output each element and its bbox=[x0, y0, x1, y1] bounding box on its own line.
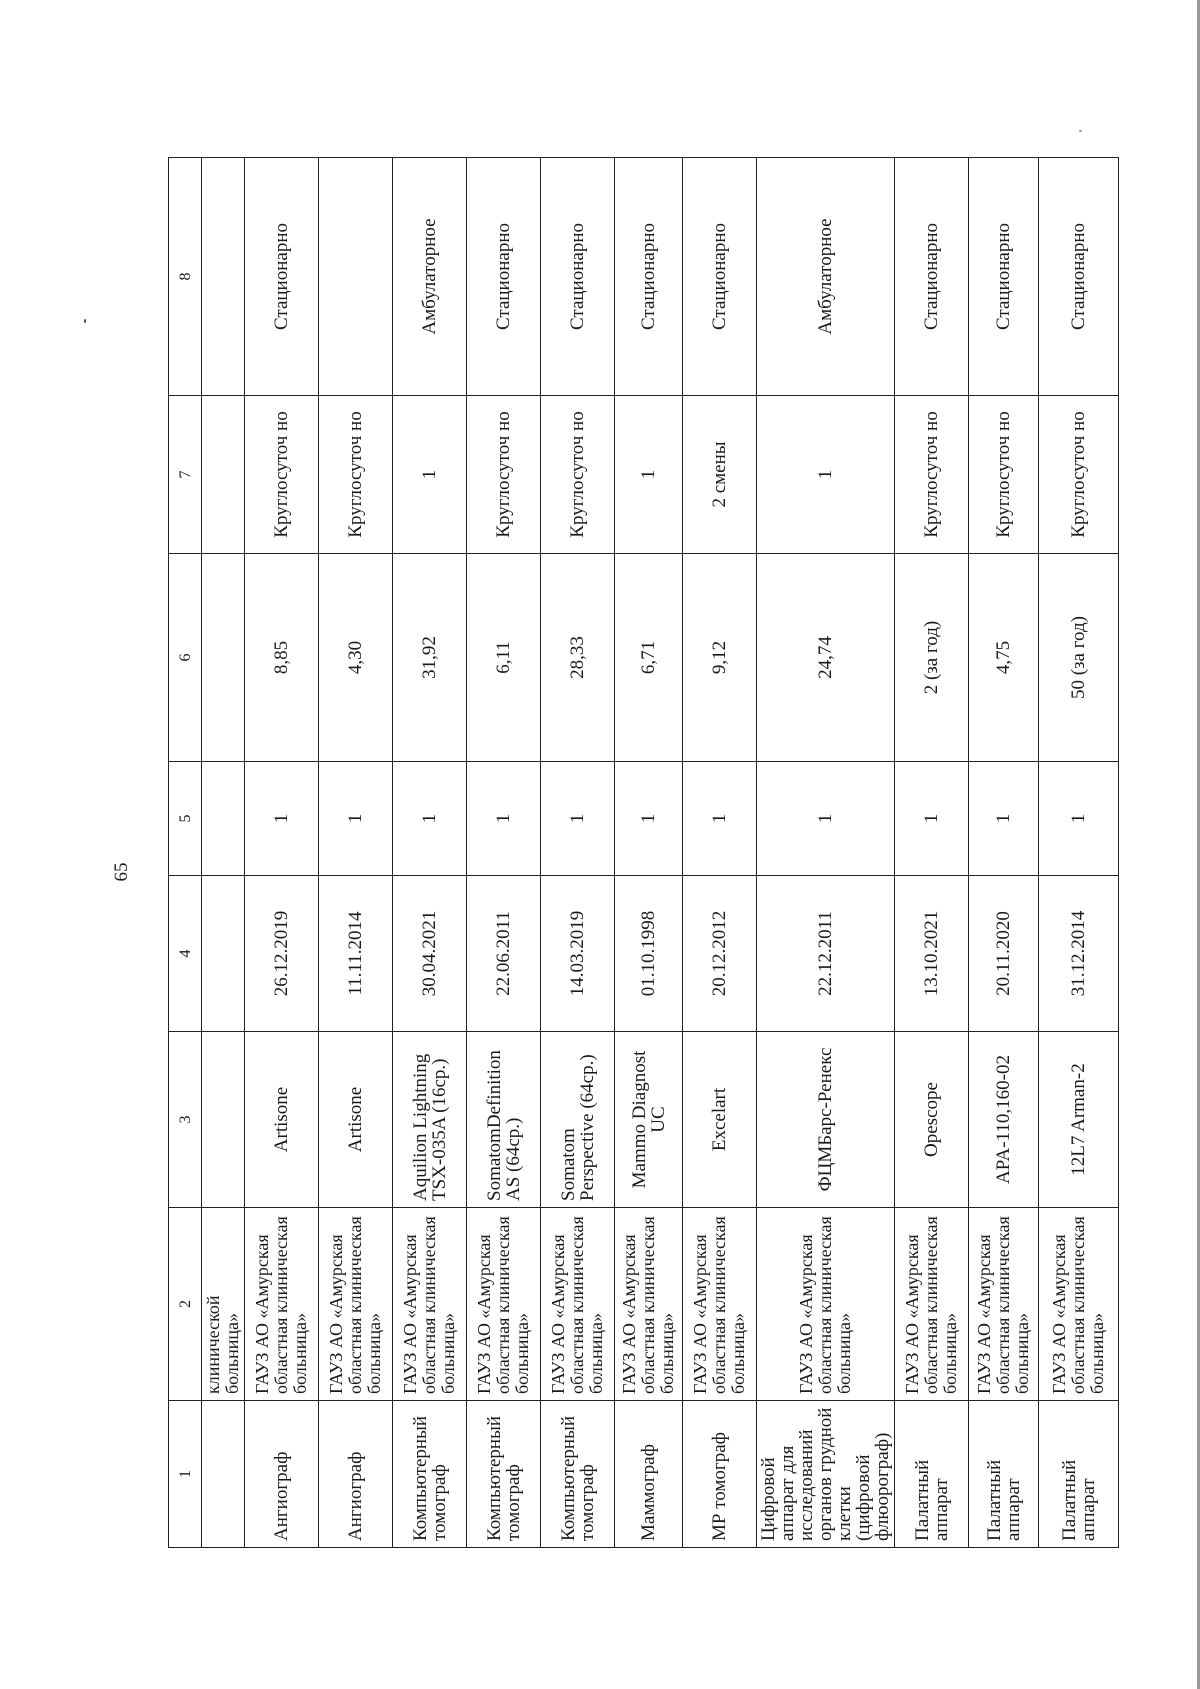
date-cell: 22.12.2011 bbox=[757, 876, 895, 1032]
model-cell: SomatomDefinition AS (64ср.) bbox=[467, 1032, 541, 1208]
date-cell: 20.12.2012 bbox=[683, 876, 757, 1032]
column-number: 2 bbox=[169, 1208, 202, 1401]
model-cell: Aquilion Lightning TSX-035A (16ср.) bbox=[393, 1032, 467, 1208]
mode-cell: Стационарно bbox=[969, 158, 1039, 396]
mode-cell: Стационарно bbox=[1039, 158, 1119, 396]
mode-cell: Стационарно bbox=[683, 158, 757, 396]
organization-cell: ГАУЗ АО «Амурская областная клиническая больница» bbox=[683, 1208, 757, 1401]
date-cell: 13.10.2021 bbox=[895, 876, 969, 1032]
date-cell: 30.04.2021 bbox=[393, 876, 467, 1032]
value-cell: 2 (за год) bbox=[895, 554, 969, 762]
mode-cell: Стационарно bbox=[541, 158, 615, 396]
model-cell: APA-110,160-02 bbox=[969, 1032, 1039, 1208]
value-cell: 4,75 bbox=[969, 554, 1039, 762]
organization-cell: ГАУЗ АО «Амурская областная клиническая больница» bbox=[541, 1208, 615, 1401]
count-cell: 1 bbox=[393, 762, 467, 876]
value-cell: 9,12 bbox=[683, 554, 757, 762]
value-cell: 4,30 bbox=[319, 554, 393, 762]
column-number: 8 bbox=[169, 158, 202, 396]
equipment-name-cell: Маммограф bbox=[615, 1401, 683, 1548]
table-row bbox=[757, 158, 895, 1548]
value-cell: 24,74 bbox=[757, 554, 895, 762]
count-cell: 1 bbox=[615, 762, 683, 876]
count-cell: 1 bbox=[969, 762, 1039, 876]
scan-artifact bbox=[1079, 130, 1082, 132]
schedule-cell: 1 bbox=[615, 396, 683, 554]
model-cell: Opescope bbox=[895, 1032, 969, 1208]
continuation-cell bbox=[202, 1032, 245, 1208]
column-number: 4 bbox=[169, 876, 202, 1032]
continuation-row bbox=[202, 158, 245, 1548]
mode-cell: Стационарно bbox=[895, 158, 969, 396]
column-number: 3 bbox=[169, 1032, 202, 1208]
value-cell: 8,85 bbox=[245, 554, 319, 762]
model-cell: Artisone bbox=[319, 1032, 393, 1208]
page-number: 65 bbox=[111, 862, 132, 882]
organization-cell: ГАУЗ АО «Амурская областная клиническая больница» bbox=[245, 1208, 319, 1401]
schedule-cell: Круглосуточ но bbox=[1039, 396, 1119, 554]
count-cell: 1 bbox=[895, 762, 969, 876]
organization-cell: ГАУЗ АО «Амурская областная клиническая больница» bbox=[757, 1208, 895, 1401]
mode-cell: Стационарно bbox=[467, 158, 541, 396]
schedule-cell: Круглосуточ но bbox=[319, 396, 393, 554]
model-cell: Artisone bbox=[245, 1032, 319, 1208]
organization-cell: ГАУЗ АО «Амурская областная клиническая больница» bbox=[969, 1208, 1039, 1401]
mode-cell: Стационарно bbox=[615, 158, 683, 396]
count-cell: 1 bbox=[245, 762, 319, 876]
column-number: 1 bbox=[169, 1401, 202, 1548]
equipment-name-cell: Компьютерный томограф bbox=[467, 1401, 541, 1548]
schedule-cell: Круглосуточ но bbox=[895, 396, 969, 554]
value-cell: 31,92 bbox=[393, 554, 467, 762]
table-row bbox=[319, 158, 393, 1548]
continuation-text: клинической больница» bbox=[202, 1208, 245, 1401]
equipment-table-wrapper bbox=[168, 158, 1107, 1548]
equipment-name-cell: Ангиограф bbox=[319, 1401, 393, 1548]
schedule-cell: Круглосуточ но bbox=[969, 396, 1039, 554]
schedule-cell: 1 bbox=[393, 396, 467, 554]
mode-cell: Стационарно bbox=[245, 158, 319, 396]
equipment-name-cell: Компьютерный томограф bbox=[393, 1401, 467, 1548]
date-cell: 11.11.2014 bbox=[319, 876, 393, 1032]
equipment-table bbox=[168, 157, 1119, 1548]
schedule-cell: 2 смены bbox=[683, 396, 757, 554]
date-cell: 26.12.2019 bbox=[245, 876, 319, 1032]
value-cell: 6,71 bbox=[615, 554, 683, 762]
date-cell: 20.11.2020 bbox=[969, 876, 1039, 1032]
date-cell: 14.03.2019 bbox=[541, 876, 615, 1032]
column-number: 5 bbox=[169, 762, 202, 876]
equipment-name-cell: Цифровой аппарат для исследований органов грудной клетки (цифровой флюорограф) bbox=[757, 1401, 895, 1548]
model-cell: Excelart bbox=[683, 1032, 757, 1208]
model-cell: 12L7 Arman-2 bbox=[1039, 1032, 1119, 1208]
column-number: 6 bbox=[169, 554, 202, 762]
continuation-cell bbox=[202, 554, 245, 762]
table-row bbox=[245, 158, 319, 1548]
organization-cell: ГАУЗ АО «Амурская областная клиническая больница» bbox=[467, 1208, 541, 1401]
schedule-cell: Круглосуточ но bbox=[467, 396, 541, 554]
equipment-name-cell: Палатный аппарат bbox=[895, 1401, 969, 1548]
mode-cell: Амбулаторное bbox=[757, 158, 895, 396]
mode-cell: Амбулаторное bbox=[393, 158, 467, 396]
organization-cell: ГАУЗ АО «Амурская областная клиническая больница» bbox=[1039, 1208, 1119, 1401]
continuation-cell bbox=[202, 158, 245, 396]
equipment-name-cell: Палатный аппарат bbox=[1039, 1401, 1119, 1548]
table-row bbox=[541, 158, 615, 1548]
organization-cell: ГАУЗ АО «Амурская областная клиническая больница» bbox=[319, 1208, 393, 1401]
mode-cell bbox=[319, 158, 393, 396]
model-cell: ФЦМБарс-Ренекс bbox=[757, 1032, 895, 1208]
count-cell: 1 bbox=[757, 762, 895, 876]
table-row bbox=[1039, 158, 1119, 1548]
value-cell: 50 (за год) bbox=[1039, 554, 1119, 762]
model-cell: Somatom Perspective (64ср.) bbox=[541, 1032, 615, 1208]
table-row bbox=[969, 158, 1039, 1548]
value-cell: 28,33 bbox=[541, 554, 615, 762]
schedule-cell: Круглосуточ но bbox=[245, 396, 319, 554]
organization-cell: ГАУЗ АО «Амурская областная клиническая больница» bbox=[615, 1208, 683, 1401]
table-row bbox=[467, 158, 541, 1548]
equipment-name-cell: Компьютерный томограф bbox=[541, 1401, 615, 1548]
continuation-cell bbox=[202, 762, 245, 876]
organization-cell: ГАУЗ АО «Амурская областная клиническая больница» bbox=[895, 1208, 969, 1401]
table-row bbox=[615, 158, 683, 1548]
date-cell: 22.06.2011 bbox=[467, 876, 541, 1032]
column-number-row bbox=[169, 158, 202, 1548]
column-number: 7 bbox=[169, 396, 202, 554]
continuation-cell bbox=[202, 876, 245, 1032]
table-row bbox=[393, 158, 467, 1548]
equipment-name-cell: Палатный аппарат bbox=[969, 1401, 1039, 1548]
count-cell: 1 bbox=[541, 762, 615, 876]
count-cell: 1 bbox=[1039, 762, 1119, 876]
count-cell: 1 bbox=[319, 762, 393, 876]
count-cell: 1 bbox=[467, 762, 541, 876]
schedule-cell: 1 bbox=[757, 396, 895, 554]
date-cell: 31.12.2014 bbox=[1039, 876, 1119, 1032]
table-row bbox=[895, 158, 969, 1548]
organization-cell: ГАУЗ АО «Амурская областная клиническая больница» bbox=[393, 1208, 467, 1401]
equipment-name-cell: Ангиограф bbox=[245, 1401, 319, 1548]
date-cell: 01.10.1998 bbox=[615, 876, 683, 1032]
continuation-cell bbox=[202, 1401, 245, 1548]
count-cell: 1 bbox=[683, 762, 757, 876]
schedule-cell: Круглосуточ но bbox=[541, 396, 615, 554]
value-cell: 6,11 bbox=[467, 554, 541, 762]
scan-artifact bbox=[84, 319, 86, 323]
continuation-cell bbox=[202, 396, 245, 554]
table-row bbox=[683, 158, 757, 1548]
model-cell: Mammo Diagnost UC bbox=[615, 1032, 683, 1208]
equipment-name-cell: МР томограф bbox=[683, 1401, 757, 1548]
